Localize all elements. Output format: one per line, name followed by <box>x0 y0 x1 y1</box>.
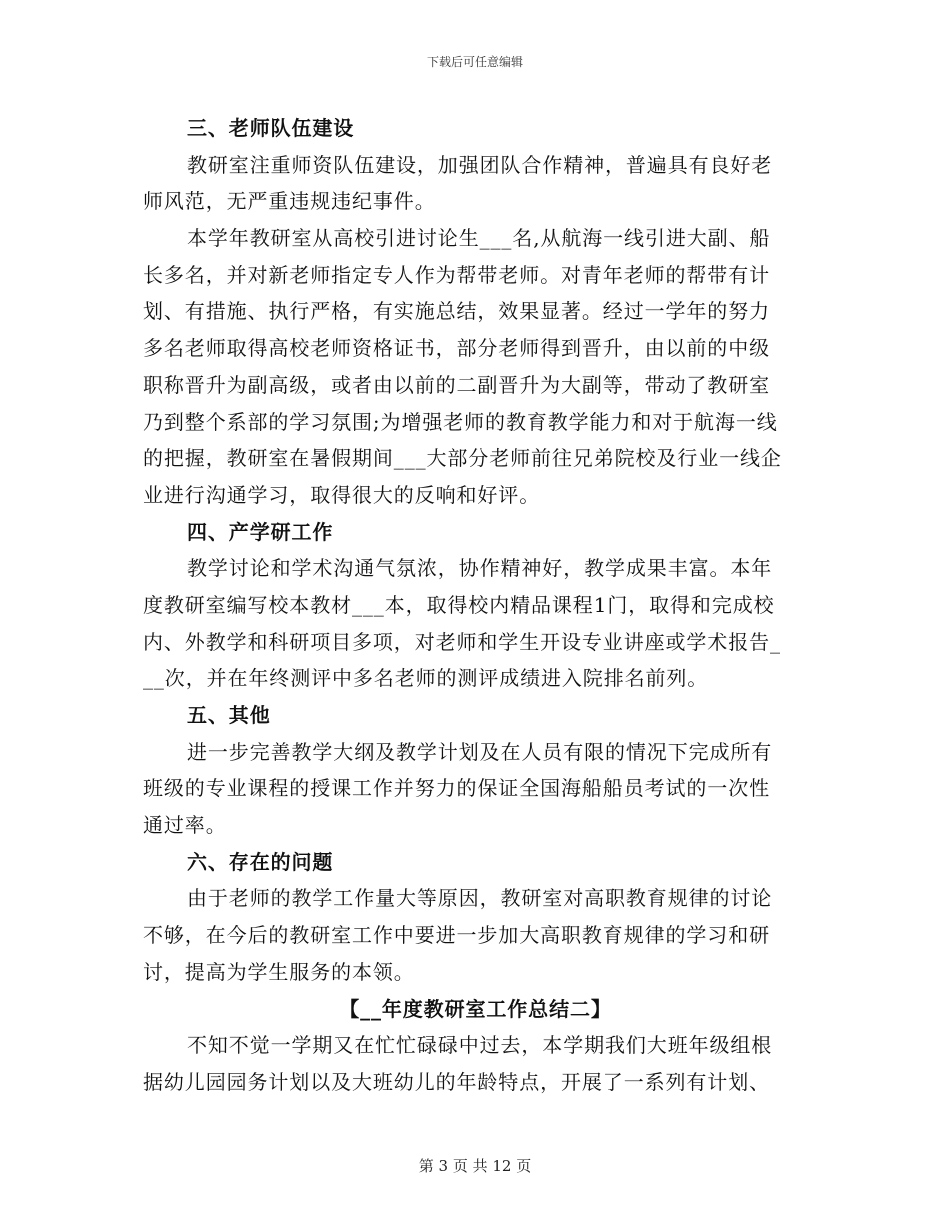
paragraph-line: 由于老师的教学工作量大等原因，教研室对高职教育规律的讨论 <box>187 886 773 911</box>
paragraph-line: 不够，在今后的教研室工作中要进一步加大高职教育规律的学习和研 <box>143 923 770 948</box>
paragraph-line: 不知不觉一学期又在忙忙碌碌中过去，本学期我们大班年级组根 <box>187 1033 773 1058</box>
document-subtitle: 【__年度教研室工作总结二】 <box>339 996 612 1021</box>
page-number: 第 3 页 共 12 页 <box>418 1157 532 1175</box>
paragraph-line: 的把握，教研室在暑假期间___大部分老师前往兄弟院校及行业一线企 <box>143 446 782 471</box>
paragraph-line: 教研室注重师资队伍建设，加强团队合作精神，普遍具有良好老 <box>187 152 773 177</box>
header-note: 下载后可任意编辑 <box>426 55 523 69</box>
section-heading-other: 五、其他 <box>187 703 271 727</box>
paragraph-line: 乃到整个系部的学习氛围;为增强老师的教育教学能力和对于航海一线 <box>143 409 778 434</box>
paragraph-line: 讨，提高为学生服务的本领。 <box>143 959 415 984</box>
paragraph-line: 班级的专业课程的授课工作并努力的保证全国海船船员考试的一次性 <box>143 776 770 801</box>
paragraph-line: 内、外教学和科研项目多项，对老师和学生开设专业讲座或学术报告_ <box>143 629 781 654</box>
paragraph-line: 师风范，无严重违规违纪事件。 <box>143 189 436 214</box>
paragraph-line: 教学讨论和学术沟通气氛浓，协作精神好，教学成果丰富。本年 <box>187 556 773 581</box>
paragraph-line: 长多名，并对新老师指定专人作为帮带老师。对青年老师的帮带有计 <box>143 262 770 287</box>
paragraph-line: __次，并在年终测评中多名老师的测评成绩进入院排名前列。 <box>143 666 709 691</box>
paragraph-line: 业进行沟通学习，取得很大的反响和好评。 <box>143 482 541 507</box>
paragraph-line: 职称晋升为副高级，或者由以前的二副晋升为大副等，带动了教研室 <box>143 372 770 397</box>
document-body <box>143 110 808 1101</box>
section-heading-teachers: 三、老师队伍建设 <box>187 116 355 140</box>
paragraph-line: 进一步完善教学大纲及教学计划及在人员有限的情况下完成所有 <box>187 739 773 764</box>
paragraph-line: 本学年教研室从高校引进讨论生___名,从航海一线引进大副、船 <box>187 226 771 251</box>
paragraph-line: 度教研室编写校本教材___本，取得校内精品课程1门，取得和完成校 <box>143 592 775 617</box>
paragraph-line: 通过率。 <box>143 813 227 838</box>
paragraph-line: 据幼儿园园务计划以及大班幼儿的年龄特点，开展了一系列有计划、 <box>143 1069 770 1094</box>
section-heading-problems: 六、存在的问题 <box>187 849 334 874</box>
paragraph-line: 多名老师取得高校老师资格证书，部分老师得到晋升，由以前的中级 <box>143 336 770 361</box>
paragraph-line: 划、有措施、执行严格，有实施总结，效果显著。经过一学年的努力 <box>143 299 770 324</box>
section-heading-research: 四、产学研工作 <box>187 519 334 544</box>
